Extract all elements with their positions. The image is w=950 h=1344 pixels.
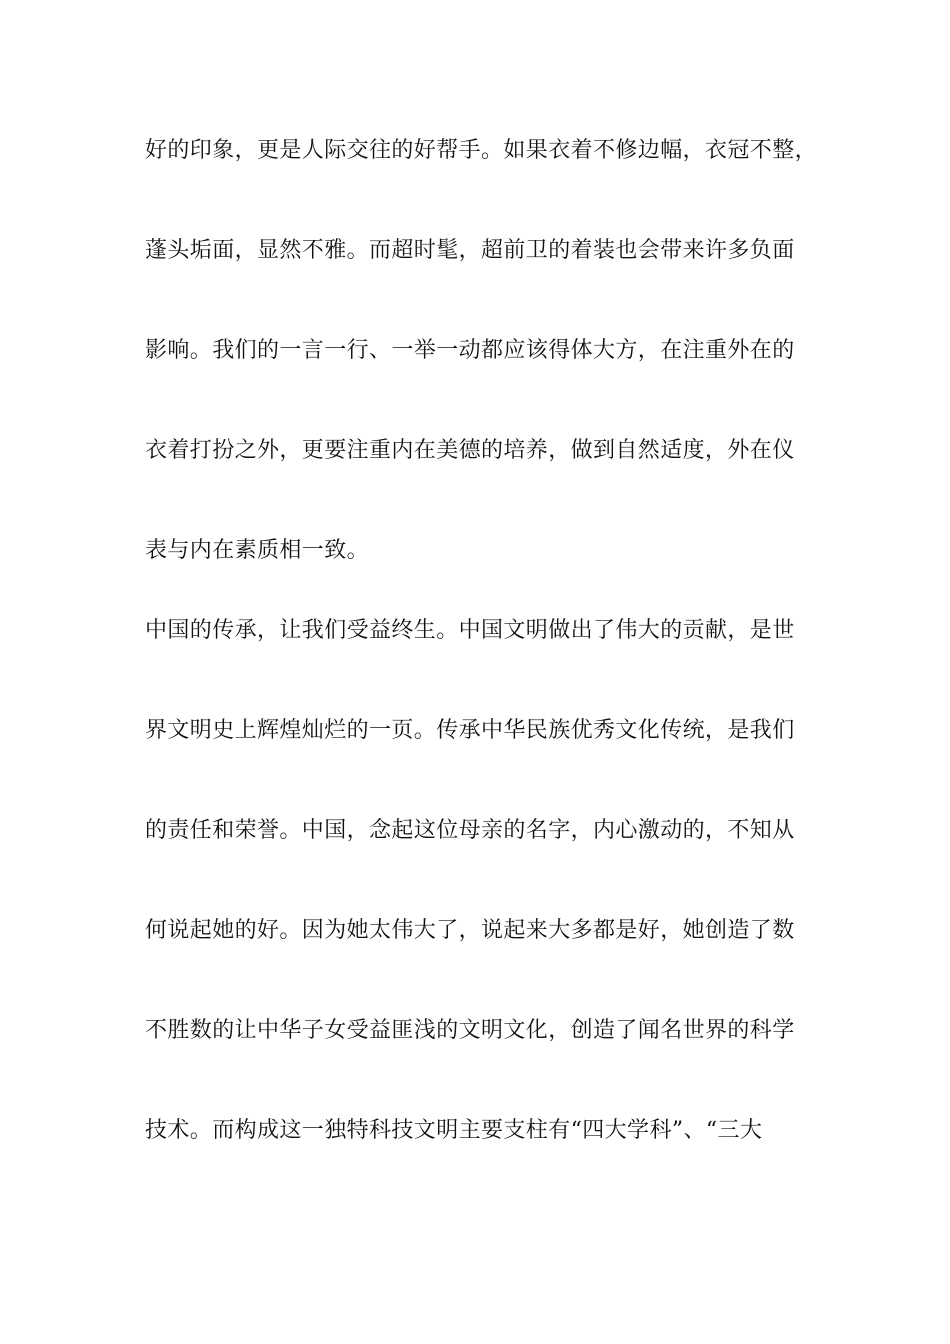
text-line-9: 何说起她的好。因为她太伟大了，说起来大多都是好，她创造了数: [145, 918, 795, 943]
text-line-1: 好的印象，更是人际交往的好帮手。如果衣着不修边幅，衣冠不整，: [145, 138, 818, 163]
text-line-5: 表与内在素质相一致。: [145, 538, 370, 563]
text-line-3: 影响。我们的一言一行、一举一动都应该得体大方，在注重外在的: [145, 338, 795, 363]
text-line-2: 蓬头垢面，显然不雅。而超时髦，超前卫的着装也会带来许多负面: [145, 238, 795, 263]
text-line-8: 的责任和荣誉。中国，念起这位母亲的名字，内心激动的，不知从: [145, 818, 795, 843]
text-line-11: 技术。而构成这一独特科技文明主要支柱有“四大学科”、“三大: [145, 1118, 763, 1143]
text-line-4: 衣着打扮之外，更要注重内在美德的培养，做到自然适度，外在仪: [145, 438, 795, 463]
text-line-6: 中国的传承，让我们受益终生。中国文明做出了伟大的贡献，是世: [145, 618, 795, 643]
text-line-7: 界文明史上辉煌灿烂的一页。传承中华民族优秀文化传统，是我们: [145, 718, 795, 743]
text-line-10: 不胜数的让中华子女受益匪浅的文明文化，创造了闻名世界的科学: [145, 1018, 795, 1043]
